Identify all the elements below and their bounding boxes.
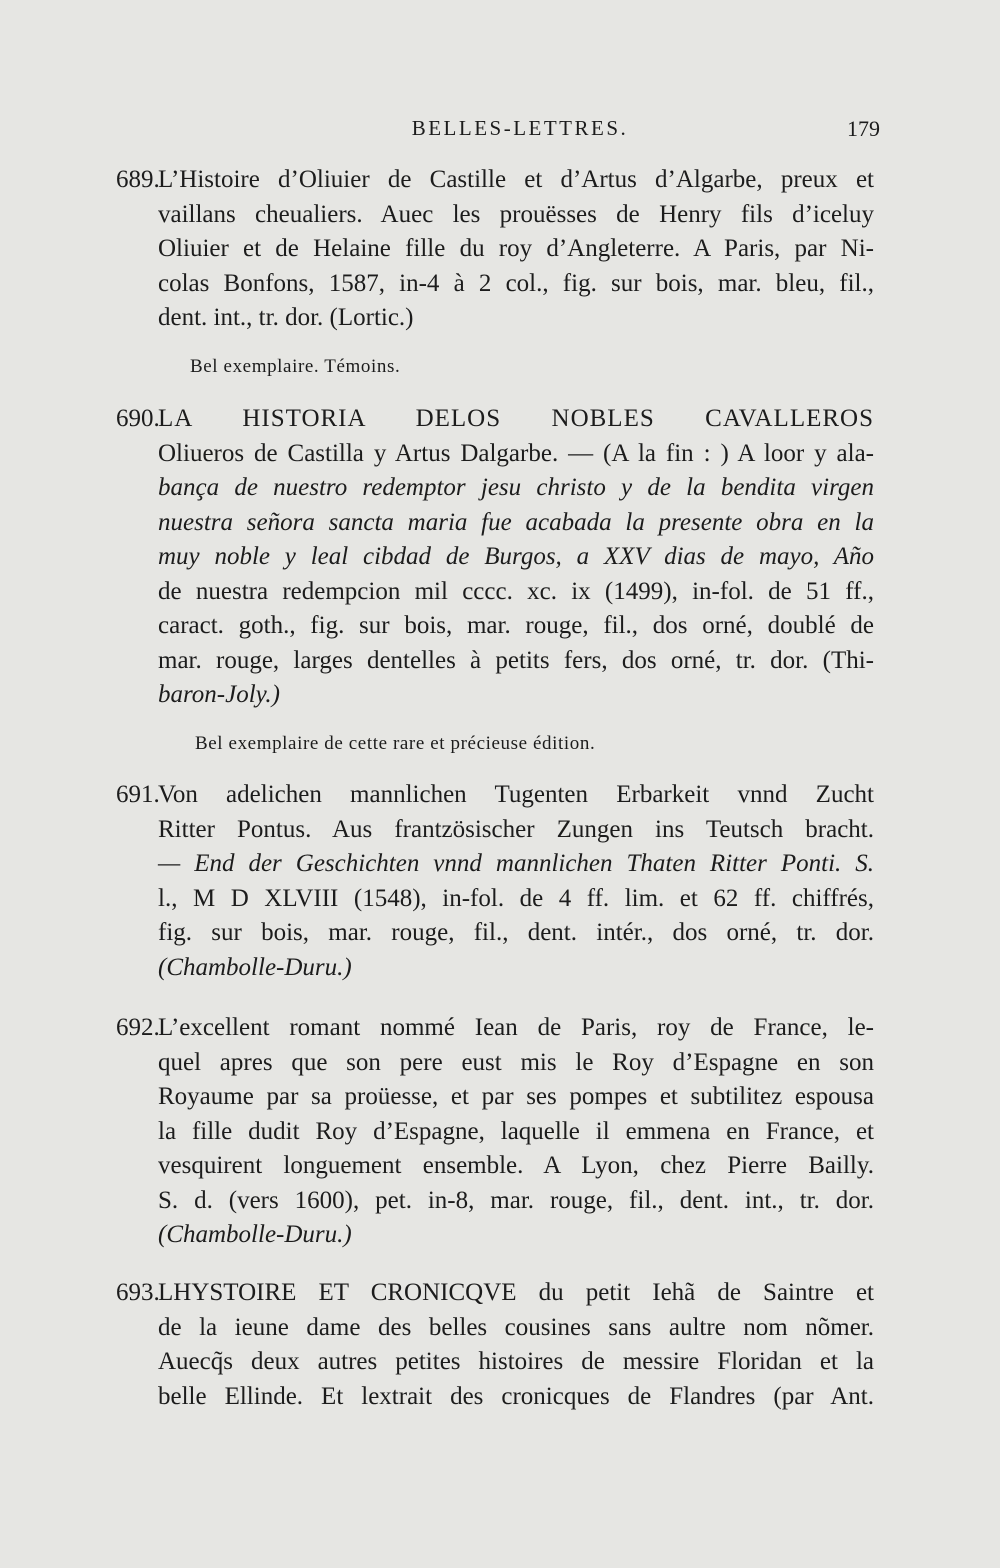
entry-note: Bel exemplaire. Témoins. [190,356,401,377]
entry-number: 689. [116,166,160,193]
running-head [160,116,880,146]
entry-line: muy noble y leal cibdad de Burgos, a XXV dias de mayo, Año [158,543,874,570]
entry-line: Royaume par sa proüesse, et par ses pompes et subtilitez espousa [158,1083,874,1110]
entry-line: belle Ellinde. Et lextrait des cronicques de Flandres (par Ant. [158,1382,874,1410]
entry-line: L’excellent romant nommé Iean de Paris, roy de France, le- [158,1014,874,1041]
entry-number: 690. [116,405,160,432]
entry-line: Auecq̃s deux autres petites histoires de messire Floridan et la [158,1348,874,1375]
entry-line: Oliueros de Castilla y Artus Dalgarbe. — (A la fin : ) A loor y ala- [158,439,874,467]
entry-line: S. d. (vers 1600), pet. in-8, mar. rouge, fil., dent. int., tr. dor. [158,1186,874,1214]
entry-line: Oliuier et de Helaine fille du roy d’Angleterre. A Paris, par Ni- [158,235,874,262]
entry-line: de la ieune dame des belles cousines sans aultre nom nõmer. [158,1313,874,1341]
entry-line: mar. rouge, larges dentelles à petits fers, dos orné, tr. dor. (Thi- [158,646,874,674]
entry-line: Von adelichen mannlichen Tugenten Erbarkeit vnnd Zucht [158,781,874,808]
entry-line: LA HISTORIA DELOS NOBLES CAVALLEROS [158,405,874,432]
entry-line: baron-Joly.) [158,681,280,708]
entry-line: vaillans cheualiers. Auec les prouësses de Henry fils d’iceluy [158,200,874,228]
entry-line: colas Bonfons, 1587, in-4 à 2 col., fig. sur bois, mar. bleu, fil., [158,269,874,297]
running-title: BELLES-LETTRES. [411,116,629,140]
catalog-entry-692 [116,1011,874,1253]
entry-line: de nuestra redempcion mil cccc. xc. ix (1499), in-fol. de 51 ff., [158,577,874,605]
entry-line: bança de nuestro redemptor jesu christo y de la bendita virgen [158,474,874,501]
entry-number: 693. [116,1279,160,1306]
entry-line: nuestra señora sancta maria fue acabada la presente obra en la [158,508,874,536]
entry-line: dent. int., tr. dor. (Lortic.) [158,304,414,331]
catalog-entry-691 [116,778,874,985]
entry-line: (Chambolle-Duru.) [158,1221,352,1248]
entry-number: 692. [116,1014,160,1041]
entry-line: L’Histoire d’Oliuier de Castille et d’Artus d’Algarbe, preux et [158,166,874,193]
entry-line: — End der Geschichten vnnd mannlichen Thaten Ritter Ponti. S. [158,850,874,877]
catalog-entry-689 [116,163,874,336]
catalog-entry-693 [116,1276,874,1414]
entry-line: quel apres que son pere eust mis le Roy d’Espagne en son [158,1048,874,1076]
entry-line: l., M D XLVIII (1548), in-fol. de 4 ff. lim. et 62 ff. chiffrés, [158,884,874,912]
entry-line: (Chambolle-Duru.) [158,953,352,981]
entry-note: Bel exemplaire de cette rare et précieuse édition. [195,733,596,754]
entry-line: fig. sur bois, mar. rouge, fil., dent. intér., dos orné, tr. dor. [158,919,874,946]
entry-line: LHYSTOIRE ET CRONICQVE du petit Iehã de Saintre et [158,1279,874,1306]
entry-line: la fille dudit Roy d’Espagne, laquelle il emmena en France, et [158,1117,874,1145]
entry-number: 691. [116,781,160,808]
entry-line: caract. goth., fig. sur bois, mar. rouge, fil., dos orné, doublé de [158,612,874,639]
page-number: 179 [847,116,880,141]
catalog-entry-690 [116,402,874,713]
entry-line: vesquirent longuement ensemble. A Lyon, chez Pierre Bailly. [158,1152,874,1179]
entry-line: Ritter Pontus. Aus frantzösischer Zungen ins Teutsch bracht. [158,815,874,843]
